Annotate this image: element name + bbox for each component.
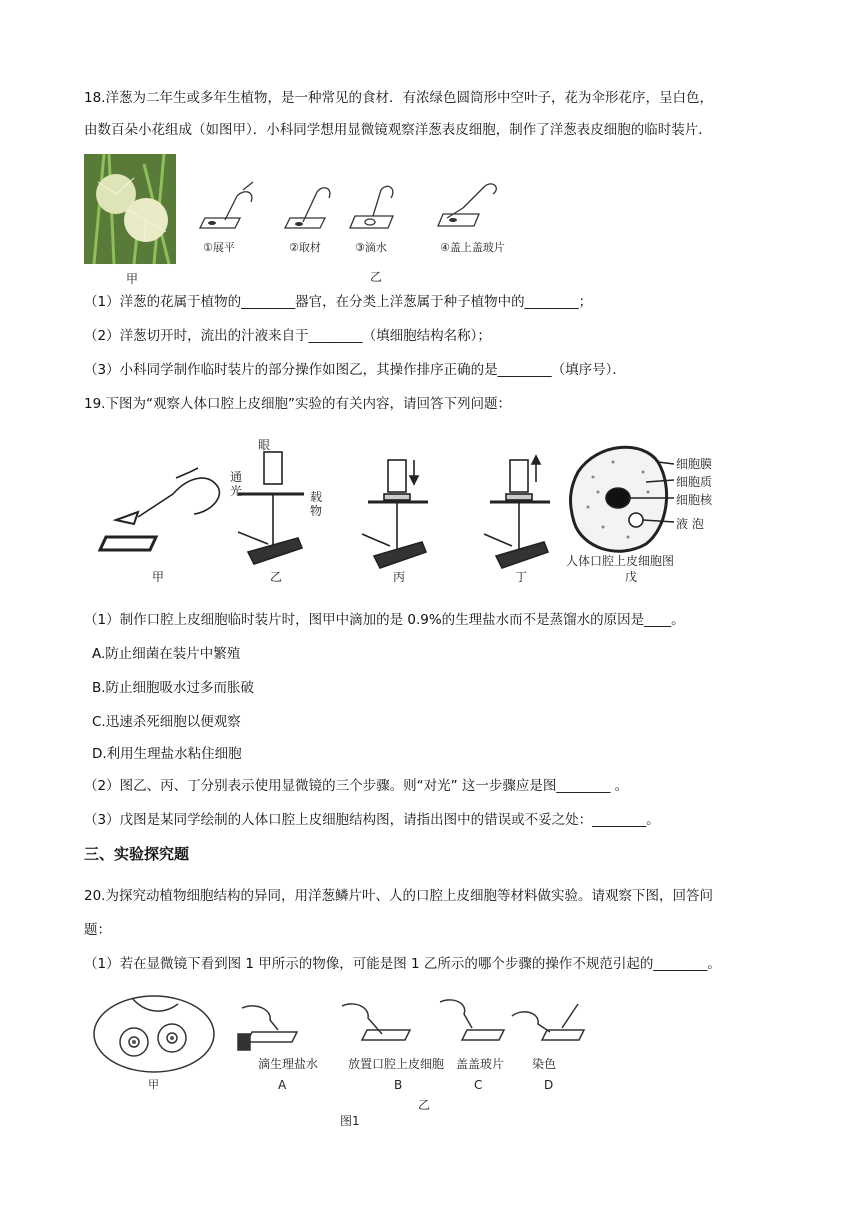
section-heading: 三、实验探究题 — [84, 845, 190, 863]
q20-step-letter-b: B — [394, 1078, 403, 1092]
q20-sub1: （1）若在显微镜下看到图 1 甲所示的物像，可能是图 1 乙所示的哪个步骤的操作不规范引起的________。 — [84, 956, 721, 972]
q18-sub3: （3）小科同学制作临时装片的部分操作如图乙，其操作排序正确的是________（填序号）． — [84, 362, 626, 378]
q18-step-1: ①展平 — [203, 241, 235, 254]
q18-step-3: ③滴水 — [355, 241, 387, 254]
q19-fig-bing: 丙 — [393, 570, 406, 584]
q19-label-nucleus: 细胞核 — [676, 493, 713, 507]
q18-step-4: ④盖上盖玻片 — [440, 241, 505, 254]
q20-step-name-a: 滴生理盐水 — [258, 1057, 319, 1071]
q19-fig-yi: 乙 — [270, 570, 283, 584]
q19-sub2: （2）图乙、丙、丁分别表示使用显微镜的三个步骤。则“对光” 这一步骤应是图________ 。 — [84, 778, 629, 794]
q19-fig-ding: 丁 — [515, 570, 528, 584]
q18-step-sketches — [195, 178, 515, 248]
q20-fig-title: 图1 — [340, 1114, 360, 1128]
q19-label-cytoplasm: 细胞质 — [676, 475, 713, 489]
q20-step-name-d: 染色 — [532, 1057, 557, 1071]
q18-sub1: （1）洋葱的花属于植物的________器官，在分类上洋葱属于种子植物中的________； — [84, 294, 593, 310]
q19-label-eye: 眼 — [258, 438, 271, 452]
q19-sub1: （1）制作口腔上皮细胞临时装片时，图甲中滴加的是 0.9%的生理盐水而不是蒸馏水的原因是____。 — [84, 612, 685, 628]
q19-fig-wu: 戊 — [625, 570, 638, 584]
q19-fig-jia: 甲 — [152, 570, 165, 584]
q20-fig-jia: 甲 — [148, 1078, 159, 1091]
q18-intro-line1: 18.洋葱为二年生或多年生植物，是一种常见的食材．有浓绿色圆筒形中空叶子，花为伞形花序，呈白色， — [84, 90, 713, 106]
q20-figure — [92, 994, 592, 1084]
q20-step-letter-d: D — [544, 1078, 554, 1092]
q19-sub3: （3）戊图是某同学绘制的人体口腔上皮细胞结构图，请指出图中的错误或不妥之处：________。 — [84, 812, 660, 828]
q18-fig-jia-label: 甲 — [126, 272, 139, 286]
q19-cell-title: 人体口腔上皮细胞图 — [566, 554, 675, 568]
q19-option-a: A.防止细菌在装片中繁殖 — [92, 646, 241, 662]
onion-flower-photo — [84, 154, 176, 264]
q19-intro: 19.下图为“观察人体口腔上皮细胞”实验的有关内容，请回答下列问题： — [84, 396, 511, 412]
q19-label-light: 通光 — [230, 470, 243, 498]
q19-label-vacuole: 液 泡 — [676, 517, 704, 531]
q20-intro-line2: 题： — [84, 922, 111, 938]
q20-step-letter-c: C — [474, 1078, 483, 1092]
q20-step-letter-a: A — [278, 1078, 287, 1092]
q20-step-name-c: 盖盖玻片 — [456, 1057, 505, 1071]
q18-sub2: （2）洋葱切开时，流出的汁液来自于________（填细胞结构名称）； — [84, 328, 491, 344]
q19-option-c: C.迅速杀死细胞以便观察 — [92, 714, 241, 730]
q18-fig-yi-label: 乙 — [370, 270, 383, 284]
q18-step-2: ②取材 — [289, 241, 321, 254]
q20-fig-yi: 乙 — [418, 1098, 431, 1112]
q20-intro-line1: 20.为探究动植物细胞结构的异同，用洋葱鳞片叶、人的口腔上皮细胞等材料做实验。请观察下图，回答问 — [84, 888, 713, 904]
q20-step-name-b: 放置口腔上皮细胞 — [348, 1057, 445, 1071]
q18-intro-line2: 由数百朵小花组成（如图甲）．小科同学想用显微镜观察洋葱表皮细胞，制作了洋葱表皮细胞的临时装片． — [84, 122, 712, 138]
q19-label-membrane: 细胞膜 — [676, 457, 713, 471]
q19-option-d: D.利用生理盐水粘住细胞 — [92, 746, 242, 762]
q19-label-stage: 载物 — [310, 490, 323, 518]
q19-option-b: B.防止细胞吸水过多而胀破 — [92, 680, 255, 696]
